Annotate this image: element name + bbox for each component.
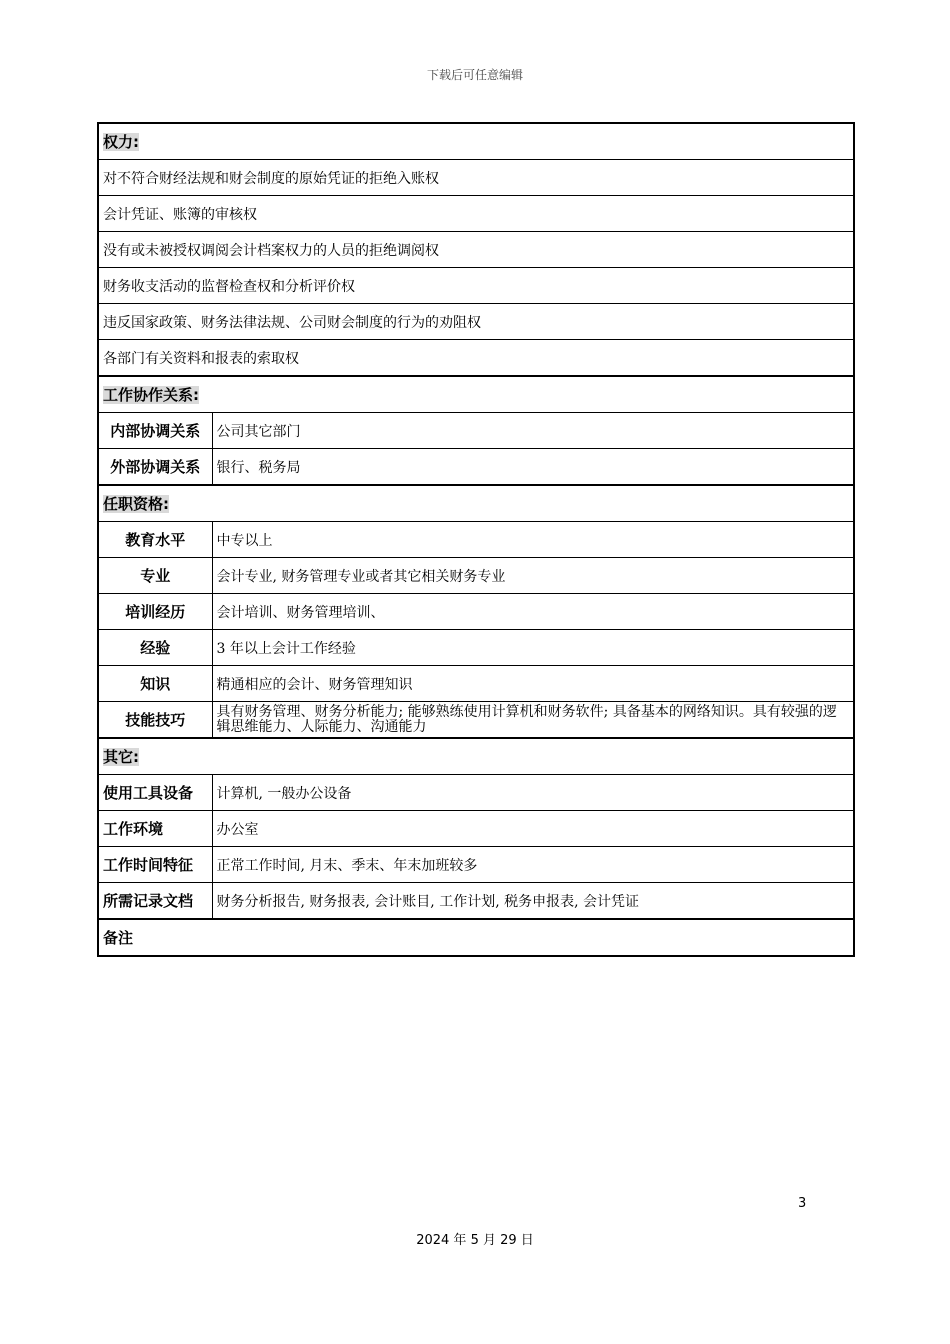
table-row xyxy=(98,449,854,486)
row-value: 精通相应的会计、财务管理知识 xyxy=(212,666,854,702)
header-note: 下载后可任意编辑 xyxy=(426,68,523,82)
table-row xyxy=(98,196,854,232)
row-label: 工作时间特征 xyxy=(98,847,212,883)
row-value: 3 年以上会计工作经验 xyxy=(212,630,854,666)
authority-item: 没有或未被授权调阅会计档案权力的人员的拒绝调阅权 xyxy=(98,232,854,268)
section-qualification-header xyxy=(98,485,854,522)
table-row xyxy=(98,268,854,304)
row-label: 教育水平 xyxy=(98,522,212,558)
row-label: 经验 xyxy=(98,630,212,666)
table-row xyxy=(98,775,854,811)
row-label: 知识 xyxy=(98,666,212,702)
section-title-remarks: 备注 xyxy=(98,919,854,956)
page-number: 3 xyxy=(798,1196,807,1211)
row-value: 计算机, 一般办公设备 xyxy=(212,775,854,811)
row-value: 会计培训、财务管理培训、 xyxy=(212,594,854,630)
table-row xyxy=(98,340,854,377)
row-value: 办公室 xyxy=(212,811,854,847)
section-title-qualification: 任职资格: xyxy=(98,485,854,522)
row-label: 培训经历 xyxy=(98,594,212,630)
section-remarks-header xyxy=(98,919,854,956)
row-value: 正常工作时间, 月末、季末、年末加班较多 xyxy=(212,847,854,883)
row-value: 会计专业, 财务管理专业或者其它相关财务专业 xyxy=(212,558,854,594)
row-label: 内部协调关系 xyxy=(98,413,212,449)
row-label: 技能技巧 xyxy=(98,702,212,739)
table-row xyxy=(98,413,854,449)
authority-item: 财务收支活动的监督检查权和分析评价权 xyxy=(98,268,854,304)
section-cooperation-header xyxy=(98,376,854,413)
row-value: 中专以上 xyxy=(212,522,854,558)
table-row xyxy=(98,304,854,340)
row-label: 专业 xyxy=(98,558,212,594)
row-label: 所需记录文档 xyxy=(98,883,212,920)
row-value: 银行、税务局 xyxy=(212,449,854,486)
row-label: 外部协调关系 xyxy=(98,449,212,486)
row-value: 财务分析报告, 财务报表, 会计账目, 工作计划, 税务申报表, 会计凭证 xyxy=(212,883,854,920)
section-title-authority: 权力: xyxy=(98,123,854,160)
table-row xyxy=(98,847,854,883)
table-row xyxy=(98,666,854,702)
section-authority-header xyxy=(98,123,854,160)
job-description-table xyxy=(97,122,855,957)
table-row xyxy=(98,883,854,920)
table-row xyxy=(98,811,854,847)
table-row xyxy=(98,160,854,196)
authority-item: 对不符合财经法规和财会制度的原始凭证的拒绝入账权 xyxy=(98,160,854,196)
table-row xyxy=(98,702,854,739)
table-row xyxy=(98,594,854,630)
authority-item: 违反国家政策、财务法律法规、公司财会制度的行为的劝阻权 xyxy=(98,304,854,340)
section-title-cooperation: 工作协作关系: xyxy=(98,376,854,413)
footer-date: 2024 年 5 月 29 日 xyxy=(416,1233,534,1248)
table-row xyxy=(98,558,854,594)
authority-item: 各部门有关资料和报表的索取权 xyxy=(98,340,854,377)
row-label: 使用工具设备 xyxy=(98,775,212,811)
section-other-header xyxy=(98,738,854,775)
row-value: 具有财务管理、财务分析能力; 能够熟练使用计算机和财务软件; 具备基本的网络知识。具有较强的逻辑思维能力、人际能力、沟通能力 xyxy=(212,702,854,739)
table-row xyxy=(98,522,854,558)
row-label: 工作环境 xyxy=(98,811,212,847)
table-row xyxy=(98,630,854,666)
table-row xyxy=(98,232,854,268)
authority-item: 会计凭证、账簿的审核权 xyxy=(98,196,854,232)
section-title-other: 其它: xyxy=(98,738,854,775)
row-value: 公司其它部门 xyxy=(212,413,854,449)
